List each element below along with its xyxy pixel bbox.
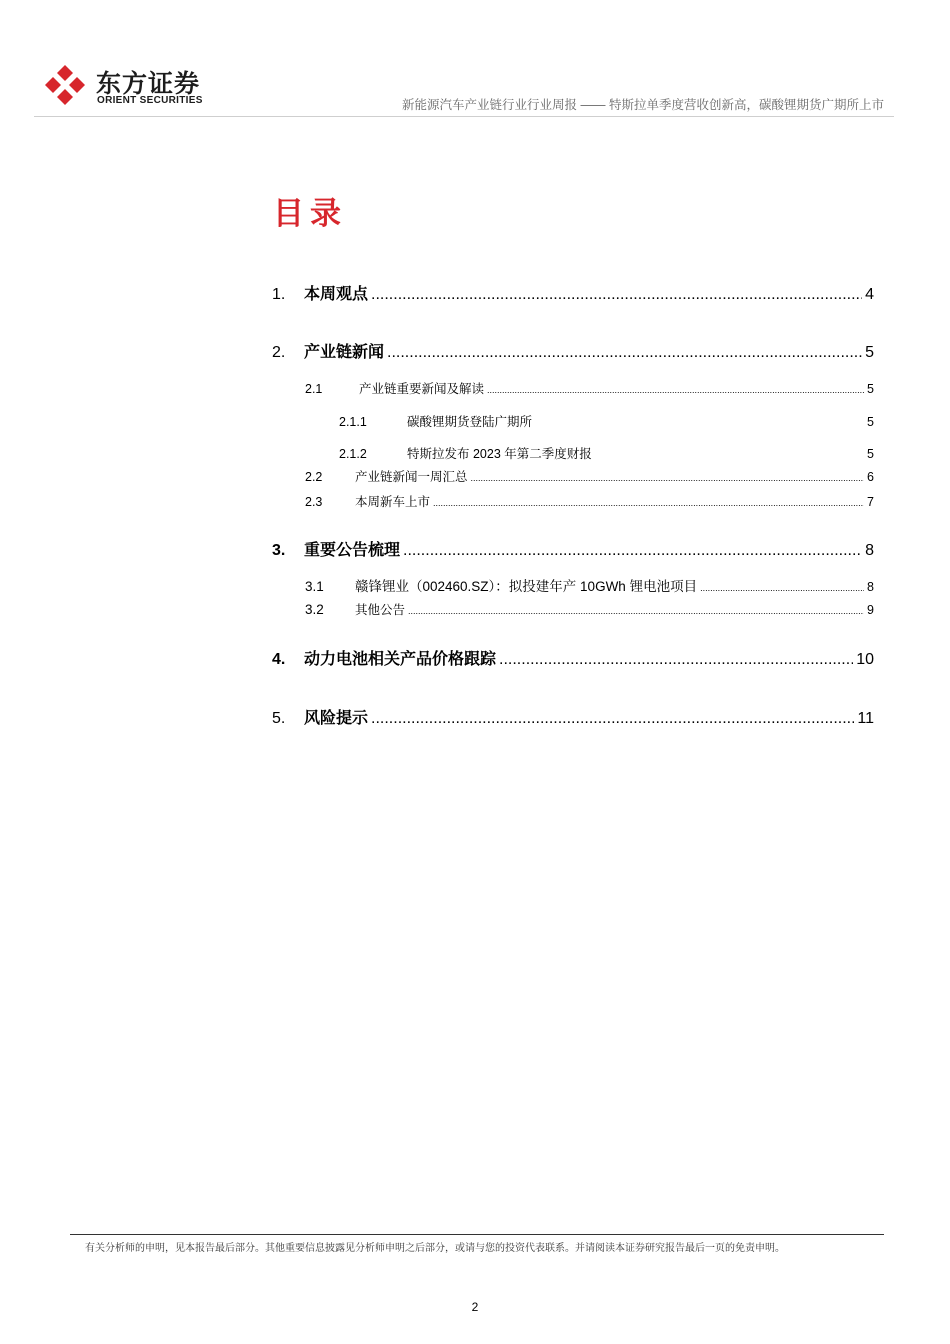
toc-dot-leader xyxy=(408,606,864,616)
toc-entry-number: 2.1.2 xyxy=(339,447,367,461)
toc-entry-number: 4. xyxy=(272,651,286,668)
toc-entry-2-1-1[interactable] xyxy=(339,412,874,430)
toc-entry-label: 本周新车上市 xyxy=(355,495,431,509)
brand-name-cn: 东方证券 xyxy=(96,70,201,98)
toc-entry-page: 11 xyxy=(857,710,874,727)
toc-dot-leader xyxy=(387,344,862,362)
toc-entry-label: 重要公告梳理 xyxy=(304,542,401,559)
toc-dot-leader xyxy=(371,286,862,304)
toc-entry-label: 特斯拉发布 2023 年第二季度财报 xyxy=(407,447,592,461)
footer-disclaimer: 有关分析师的申明，见本报告最后部分。其他重要信息披露见分析师申明之后部分，或请与您的投资代表联系。并请阅读本证券研究报告最后一页的免责申明。 xyxy=(85,1243,785,1254)
toc-entry-page: 5 xyxy=(865,344,874,361)
toc-dot-leader xyxy=(403,542,862,560)
toc-entry-page: 5 xyxy=(867,382,874,396)
toc-entry-label: 其他公告 xyxy=(355,603,406,617)
toc-dot-leader xyxy=(371,710,854,728)
toc-entry-number: 2.1.1 xyxy=(339,415,367,429)
toc-entry-page: 6 xyxy=(867,470,874,484)
toc-entry-number: 3.2 xyxy=(305,602,324,617)
toc-entry-page: 10 xyxy=(856,651,874,668)
header-divider xyxy=(34,116,894,117)
toc-dot-leader xyxy=(433,498,864,508)
toc-dot-leader xyxy=(499,651,853,669)
toc-entry-1[interactable] xyxy=(272,281,874,304)
brand-name-en: ORIENT SECURITIES xyxy=(97,95,203,106)
toc-entry-number: 2. xyxy=(272,344,286,361)
toc-entry-3[interactable] xyxy=(272,537,874,560)
toc-dot-leader xyxy=(487,385,864,395)
report-subtitle: 新能源汽车产业链行业行业周报 —— 特斯拉单季度营收创新高，碳酸锂期货广期所上市 xyxy=(402,98,884,112)
toc-entry-3-1[interactable] xyxy=(305,575,874,595)
toc-entry-number: 2.3 xyxy=(305,495,323,509)
toc-entry-number: 2.2 xyxy=(305,470,323,484)
toc-entry-number: 3. xyxy=(272,542,286,559)
toc-entry-page: 5 xyxy=(867,415,874,429)
toc-entry-label: 本周观点 xyxy=(304,286,369,303)
toc-entry-4[interactable] xyxy=(272,646,874,669)
toc-entry-page: 9 xyxy=(867,603,874,617)
toc-dot-leader xyxy=(471,473,865,483)
toc-entry-label: 碳酸锂期货登陆广期所 xyxy=(407,415,533,429)
toc-entry-number: 3.1 xyxy=(305,579,324,594)
toc-dot-leader xyxy=(700,583,864,593)
toc-entry-number: 2.1 xyxy=(305,382,323,396)
toc-entry-label: 赣锋锂业（002460.SZ）：拟投建年产 10GWh 锂电池项目 xyxy=(355,579,698,594)
toc-title: 目录 xyxy=(273,196,347,231)
toc-entry-2[interactable] xyxy=(272,339,874,362)
toc-entry-2-1-2[interactable] xyxy=(339,444,874,462)
toc-entry-label: 产业链新闻一周汇总 xyxy=(355,470,468,484)
toc-entry-label: 产业链重要新闻及解读 xyxy=(359,382,485,396)
toc-entry-page: 8 xyxy=(867,580,874,594)
page-number: 2 xyxy=(471,1300,479,1314)
toc-entry-3-2[interactable] xyxy=(305,600,874,618)
footer-divider xyxy=(70,1234,884,1235)
toc-entry-number: 1. xyxy=(272,286,286,303)
toc-entry-label: 产业链新闻 xyxy=(304,344,385,361)
orient-securities-logo-icon xyxy=(44,64,86,106)
toc-entry-5[interactable] xyxy=(272,705,874,728)
toc-entry-page: 8 xyxy=(865,542,874,559)
toc-entry-2-2[interactable] xyxy=(305,467,874,485)
toc-entry-label: 动力电池相关产品价格跟踪 xyxy=(304,651,497,668)
toc-entry-2-3[interactable] xyxy=(305,492,874,510)
toc-entry-page: 7 xyxy=(867,495,874,509)
page-header xyxy=(0,0,950,120)
toc-entry-page: 5 xyxy=(867,447,874,461)
toc-entry-label: 风险提示 xyxy=(304,710,369,727)
toc-entry-number: 5. xyxy=(272,710,286,727)
toc-entry-page: 4 xyxy=(865,286,874,303)
toc-entry-2-1[interactable] xyxy=(305,379,874,397)
